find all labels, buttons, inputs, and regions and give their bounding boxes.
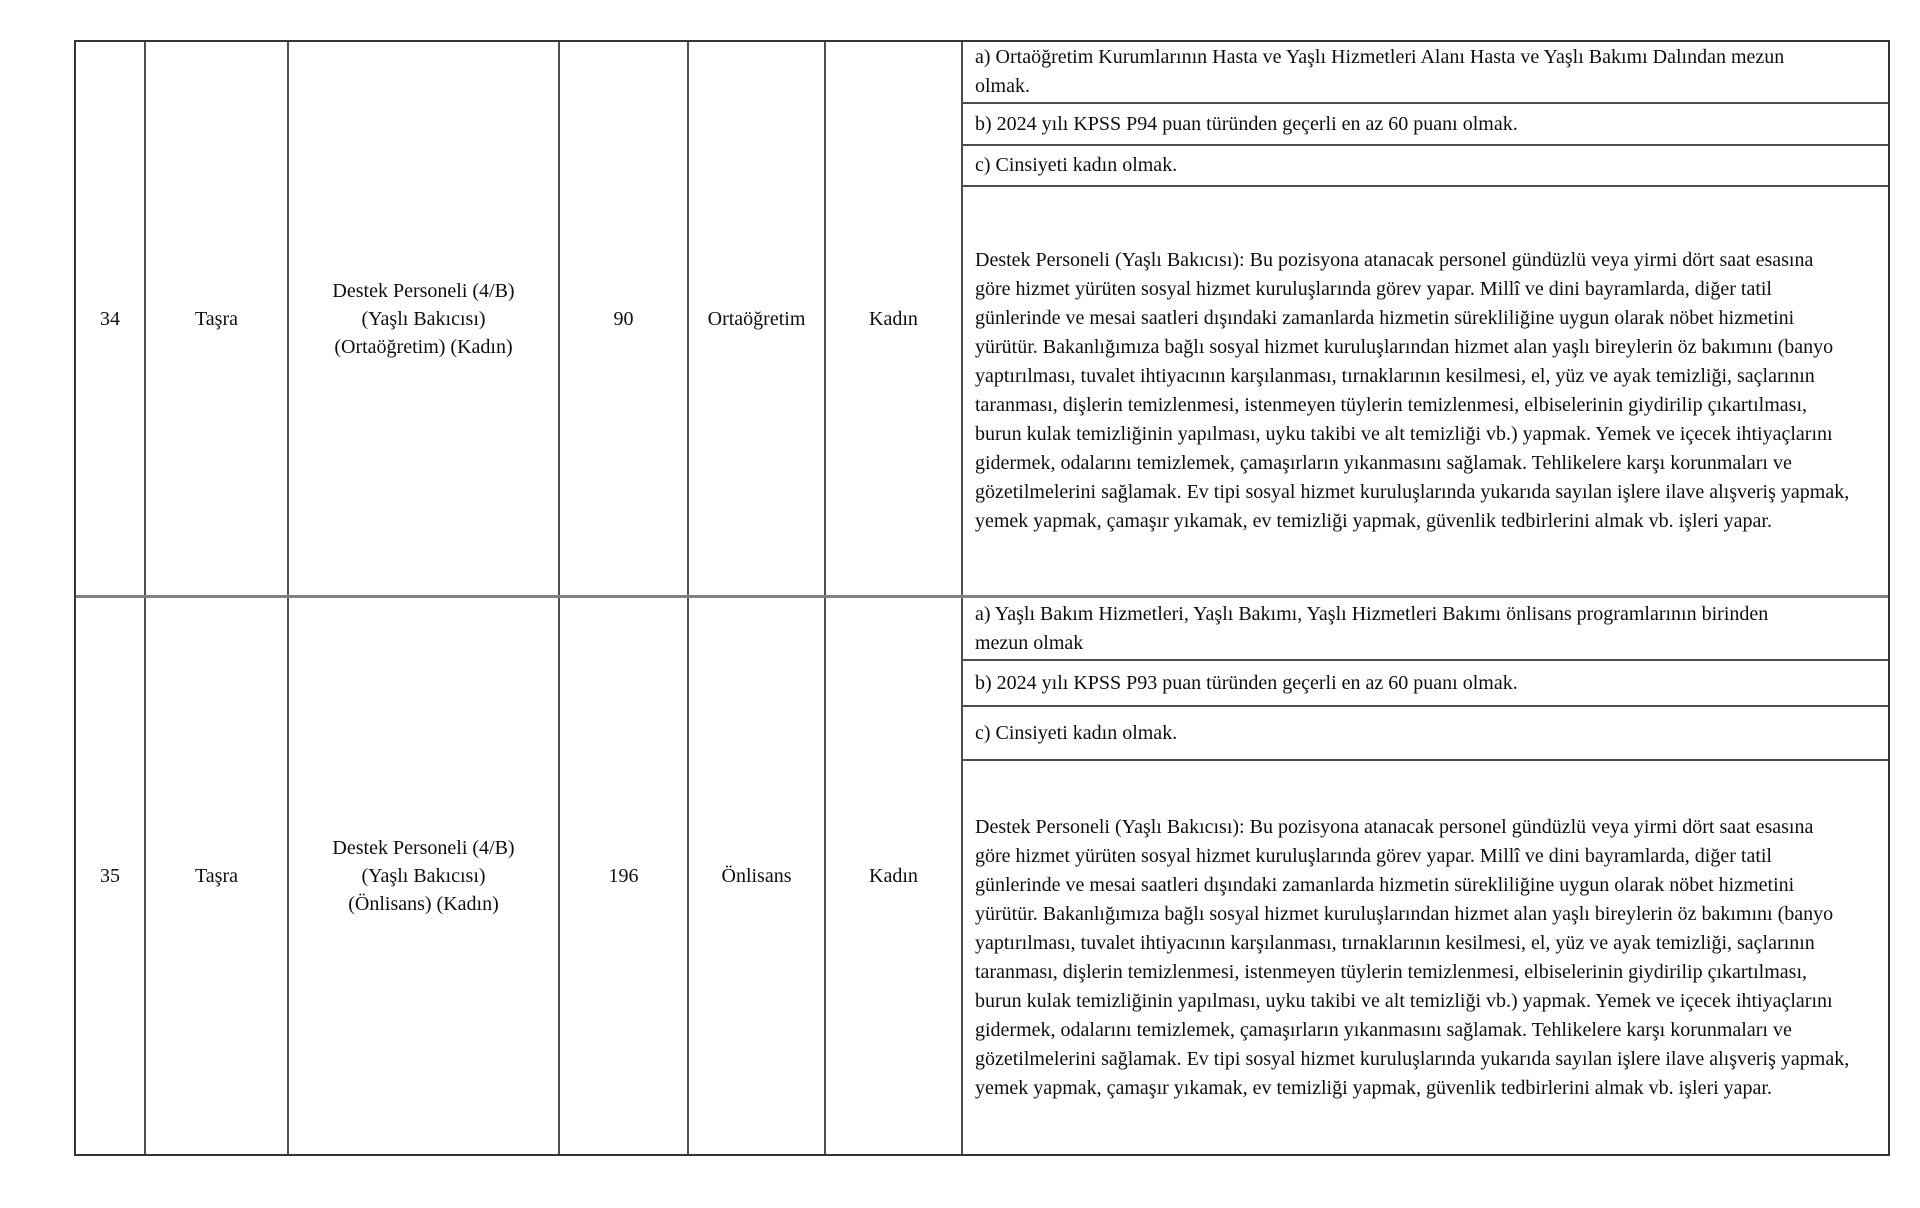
gender-label: Kadın [869,307,918,330]
requirement-a [963,598,1888,661]
table-row [76,42,1888,598]
requirement-c-text: c) Cinsiyeti kadın olmak. [975,721,1178,744]
requirement-b [963,104,1888,146]
duty-description [963,761,1888,1154]
location-cell [146,598,289,1154]
location-cell [146,42,289,595]
position-line-2: (Yaşlı Bakıcısı) [361,865,486,887]
position-line-3: (Önlisans) (Kadın) [348,893,499,915]
education-level-cell [689,42,826,595]
education-level: Ortaöğretim [707,307,806,330]
row-number-cell [76,42,146,595]
position-count: 196 [608,865,639,887]
position-line-3: (Ortaöğretim) (Kadın) [334,335,513,358]
gender-label: Kadın [869,865,918,887]
duty-description-text: Destek Personeli (Yaşlı Bakıcısı): Bu pozisyona atanacak personel gündüzlü veya yirmi dört saat esasına göre hizmet yürüten sosyal hizmet kuruluşlarında görev yapar. Millî ve dini bayramlarda, diğer tatil günlerinde ve mesai saatleri dışındaki zamanlarda hizmetin sürekliliğine uygun olarak nöbet hizmetini yürütür. Bakanlığımıza bağlı sosyal hizmet kuruluşlarından hizmet alan yaşlı bireylerin öz bakımını (banyo yaptırılması, tuvalet ihtiyacının karşılanması, tırnaklarının kesilmesi, el, yüz ve ayak temizliği, saçlarının taranması, dişlerin temizlenmesi, istenmeyen tüylerin temizlenmesi, elbiselerinin giydirilip çıkartılması, burun kulak temizliğinin yapılması, uyku takibi ve alt temizliği vb.) yapmak. Yemek ve içecek ihtiyaçlarını gidermek, odalarını temizlemek, çamaşırların yıkanmasını sağlamak. Tehlikelere karşı korunmaları ve gözetilmelerini sağlamak. Ev tipi sosyal hizmet kuruluşlarında yukarıda sayılan işlere ilave alışveriş yapmak, yemek yapmak, çamaşır yıkamak, ev temizliği yapmak, güvenlik tedbirlerini almak vb. işleri yapar. [975,815,1850,1099]
position-count-cell [560,42,689,595]
row-number: 34 [100,307,120,330]
requirement-c-text: c) Cinsiyeti kadın olmak. [975,154,1178,176]
requirement-a-text: a) Yaşlı Bakım Hizmetleri, Yaşlı Bakımı, Yaşlı Hizmetleri Bakımı önlisans programlarının birinden mezun olmak [975,602,1769,654]
education-level-cell [689,598,826,1154]
row-number: 35 [100,865,120,887]
requirement-b [963,661,1888,707]
location-label: Taşra [194,307,239,330]
position-title [332,834,514,918]
education-level: Önlisans [721,865,792,887]
position-count: 90 [613,307,634,330]
requirement-b-text: b) 2024 yılı KPSS P93 puan türünden geçerli en az 60 puanı olmak. [975,671,1518,694]
gender-cell [826,598,963,1154]
table-row [76,598,1888,1154]
position-title [332,277,514,361]
position-line-1: Destek Personeli (4/B) [332,279,515,302]
duty-description [963,187,1888,595]
requirements-cell [963,598,1888,1154]
position-line-1: Destek Personeli (4/B) [332,837,515,859]
requirement-c [963,146,1888,187]
requirements-cell [963,42,1888,595]
requirement-a-text: a) Ortaöğretim Kurumlarının Hasta ve Yaşlı Hizmetleri Alanı Hasta ve Yaşlı Bakımı Dalından mezun olmak. [975,46,1785,97]
position-title-cell [289,42,560,595]
position-title-cell [289,598,560,1154]
requirement-c [963,707,1888,761]
position-count-cell [560,598,689,1154]
gender-cell [826,42,963,595]
requirement-a [963,42,1888,104]
job-posting-table [74,40,1890,1156]
row-number-cell [76,598,146,1154]
requirement-b-text: b) 2024 yılı KPSS P94 puan türünden geçerli en az 60 puanı olmak. [975,112,1518,135]
location-label: Taşra [194,865,239,887]
duty-description-text: Destek Personeli (Yaşlı Bakıcısı): Bu pozisyona atanacak personel gündüzlü veya yirmi dört saat esasına göre hizmet yürüten sosyal hizmet kuruluşlarında görev yapar. Millî ve dini bayramlarda, diğer tatil günlerinde ve mesai saatleri dışındaki zamanlarda hizmetin sürekliliğine uygun olarak nöbet hizmetini yürütür. Bakanlığımıza bağlı sosyal hizmet kuruluşlarından hizmet alan yaşlı bireylerin öz bakımını (banyo yaptırılması, tuvalet ihtiyacının karşılanması, tırnaklarının kesilmesi, el, yüz ve ayak temizliği, saçlarının taranması, dişlerin temizlenmesi, istenmeyen tüylerin temizlenmesi, elbiselerinin giydirilip çıkartılması, burun kulak temizliğinin yapılması, uyku takibi ve alt temizliği vb.) yapmak. Yemek ve içecek ihtiyaçlarını gidermek, odalarını temizlemek, çamaşırların yıkanmasını sağlamak. Tehlikelere karşı korunmaları ve gözetilmelerini sağlamak. Ev tipi sosyal hizmet kuruluşlarında yukarıda sayılan işlere ilave alışveriş yapmak, yemek yapmak, çamaşır yıkamak, ev temizliği yapmak, güvenlik tedbirlerini almak vb. işleri yapar. [975,249,1850,532]
position-line-2: (Yaşlı Bakıcısı) [361,307,486,330]
